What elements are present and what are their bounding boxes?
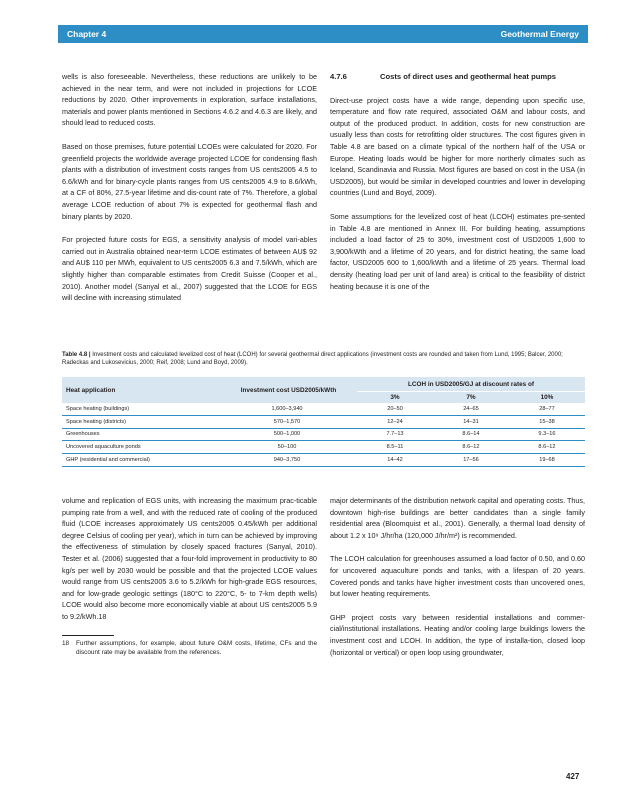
paragraph: volume and replication of EGS units, with increasing the maximum prac-ticable pumping rate from a well, and with the reduced rate of cooling of the produced fluid (LCOE increases approximately US cents2005 0.45/kWh per additional degree Celsius of cooling per year), which in turn can be achieved by improving the effectiveness of stimulation by closely spaced fractures (Sanyal, 2010). Tester et al. (2006) suggested that a four-fold improvement in productivity to 80 kg/s per well by 2030 would be possible and that the projected LCOE values would range from US cents2005 3.6 to 5.2/kWh for high-grade EGS resources, and for low-grade geologic settings (180°C to 220°C, 5- to 7-km depth wells) LCOE would also become more economically viable at about US cents2005 5.9 to 9.2/kWh.18 [62, 496, 317, 621]
col-header-lcoh: LCOH in USD2005/GJ at discount rates of [357, 377, 585, 392]
left-column-top [62, 71, 317, 316]
col-header-rate-10: 10% [509, 392, 585, 404]
table-row [62, 441, 585, 454]
cell-lcoh-7: 24–65 [433, 403, 509, 415]
paragraph: The LCOH calculation for greenhouses assumed a load factor of 0.50, and 0.60 for uncovered aquaculture ponds and tanks, with a lifespan of 20 years. Covered ponds and tanks have higher investment costs than uncovered ones, but lower heating requirements. [330, 554, 585, 599]
paragraph: Based on those premises, future potential LCOEs were calculated for 2020. For greenfield projects the worldwide average projected LCOE for condensing flash plants with a distribution of investment costs ranges from US cents2005 4.5 to 6.6/kWh and for binary-cycle plants ranges from US cents2005 4.9 to 8.6/kWh, at a CF of 80%, 27.5-year lifetime and dis-count rate of 7%. Therefore, a global average LCOE reduction of about 7% is expected for geothermal flash and binary plants by 2020. [62, 141, 317, 221]
footnote-text: Further assumptions, for example, about future O&M costs, lifetime, CFs and the discount rate may be available from the references. [76, 639, 317, 656]
cell-lcoh-10: 15–38 [509, 415, 585, 428]
left-column-bottom [62, 495, 317, 657]
cell-investment: 1,600–3,940 [217, 403, 357, 415]
cell-lcoh-7: 17–56 [433, 454, 509, 467]
col-header-investment-cost: Investment cost USD2005/kWth [217, 377, 357, 403]
cell-lcoh-3: 14–42 [357, 454, 433, 467]
footnote-rule [62, 635, 114, 636]
section-heading [330, 71, 585, 83]
cell-application: Uncovered aquaculture ponds [62, 441, 217, 454]
chapter-title: Geothermal Energy [500, 29, 579, 39]
section-number: 4.7.6 [330, 72, 347, 81]
table-caption [62, 351, 585, 368]
table-row [62, 428, 585, 441]
cell-lcoh-7: 8.6–12 [433, 441, 509, 454]
footnote [62, 639, 317, 657]
cost-table [62, 377, 585, 467]
col-header-heat-application: Heat application [62, 377, 217, 403]
paragraph: Direct-use project costs have a wide range, depending upon specific use, temperature and flow rate required, associated O&M and labour costs, and output of the produced product. In addition, costs for new construction are usually less than costs for retrofitting older structures. The cost figures given in Table 4.8 are based on a climate typical of the northern half of the USA or Europe. Heating loads would be higher for more northerly climates such as Iceland, Scandinavia and Russia. Most figures are based on cost in the USA (in USD2005), but would be similar in developed countries and lower in developing countries (Lund and Boyd, 2009). [330, 95, 585, 198]
table-row [62, 415, 585, 428]
table-row [62, 403, 585, 415]
cell-investment: 570–1,570 [217, 415, 357, 428]
cell-investment: 940–3,750 [217, 454, 357, 467]
cell-lcoh-7: 14–31 [433, 415, 509, 428]
col-header-rate-7: 7% [433, 392, 509, 404]
footnote-number: 18 [62, 639, 70, 647]
paragraph: GHP project costs vary between residential installations and commer-cial/institutional installations. Heating and/or cooling large buildings lowers the investment cost and LCOH. In addition, the type of installa-tion, closed loop (horizontal or vertical) or open loop using groundwater, [330, 612, 585, 657]
cell-lcoh-7: 8.6–14 [433, 428, 509, 441]
cell-lcoh-10: 28–77 [509, 403, 585, 415]
cell-lcoh-3: 20–50 [357, 403, 433, 415]
cell-application: GHP (residential and commercial) [62, 454, 217, 467]
col-header-rate-3: 3% [357, 392, 433, 404]
table-label: Table 4.8 | [62, 352, 91, 358]
paragraph: major determinants of the distribution network capital and operating costs. Thus, downtown high-rise buildings are better candidates than a single family residential area (Bloomquist et al., 2001). Generally, a thermal load density of about 1.2 x 10⁹ J/hr/ha (120,000 J/hr/m²) is recommended. [330, 496, 585, 540]
table-row [62, 454, 585, 467]
cell-application: Space heating (buildings) [62, 403, 217, 415]
paragraph: wells is also foreseeable. Nevertheless, these reductions are unlikely to be achieved in the near term, and were not included in projections for LCOE reductions by 2020. Other improvements in exploration, surface installations, materials and power plants mentioned in Sections 4.6.2 and 4.6.3 are likely, and should lead to reduced costs. [62, 72, 317, 128]
right-column-top [330, 71, 585, 304]
cell-lcoh-10: 19–68 [509, 454, 585, 467]
chapter-label: Chapter 4 [67, 29, 107, 39]
paragraph: Some assumptions for the levelized cost of heat (LCOH) estimates pre-sented in Table 4.8 are mentioned in Annex III. For building heating, assumptions included a load factor of 25 to 30%, investment cost of USD2005 1,600 to 3,900/kWth and a lifetime of 20 years, and for district heating, the same load factor, USD2005 600 to 1,600/kWth and a lifetime of 25 years. Thermal load density (heating load per unit of land area) is critical to the feasibility of district heating because it is one of the [330, 211, 585, 291]
right-column-bottom [330, 495, 585, 670]
table-caption-text: Investment costs and calculated levelized cost of heat (LCOH) for several geothermal direct applications (investment costs are rounded and taken from Lund, 1995; Balcer, 2000; Radeckas and Lukosevicius, 2000; Reif, 2008; Lund and Boyd, 2009). [62, 352, 563, 367]
paragraph: For projected future costs for EGS, a sensitivity analysis of model vari-ables carried out in Australia obtained near-term LCOE estimates of between AU$ 92 and AU$ 110 per MWh, equivalent to US cents2005 6.3 and 7.5/kWh, which are slightly higher than comparable estimates from Credit Suisse (Cooper et al., 2010). Another model (Sanyal et al., 2007) suggested that the LCOE for EGS will decline with increasing stimulated [62, 235, 317, 303]
cell-application: Space heating (districts) [62, 415, 217, 428]
cell-lcoh-3: 8.5–11 [357, 441, 433, 454]
cell-lcoh-3: 12–24 [357, 415, 433, 428]
cell-lcoh-10: 9.3–16 [509, 428, 585, 441]
cell-investment: 50–100 [217, 441, 357, 454]
page-number: 427 [566, 772, 580, 781]
section-title: Costs of direct uses and geothermal heat pumps [380, 72, 556, 81]
cell-investment: 500–1,000 [217, 428, 357, 441]
page-header [58, 25, 588, 43]
cell-lcoh-10: 8.6–12 [509, 441, 585, 454]
cell-application: Greenhouses [62, 428, 217, 441]
cell-lcoh-3: 7.7–13 [357, 428, 433, 441]
